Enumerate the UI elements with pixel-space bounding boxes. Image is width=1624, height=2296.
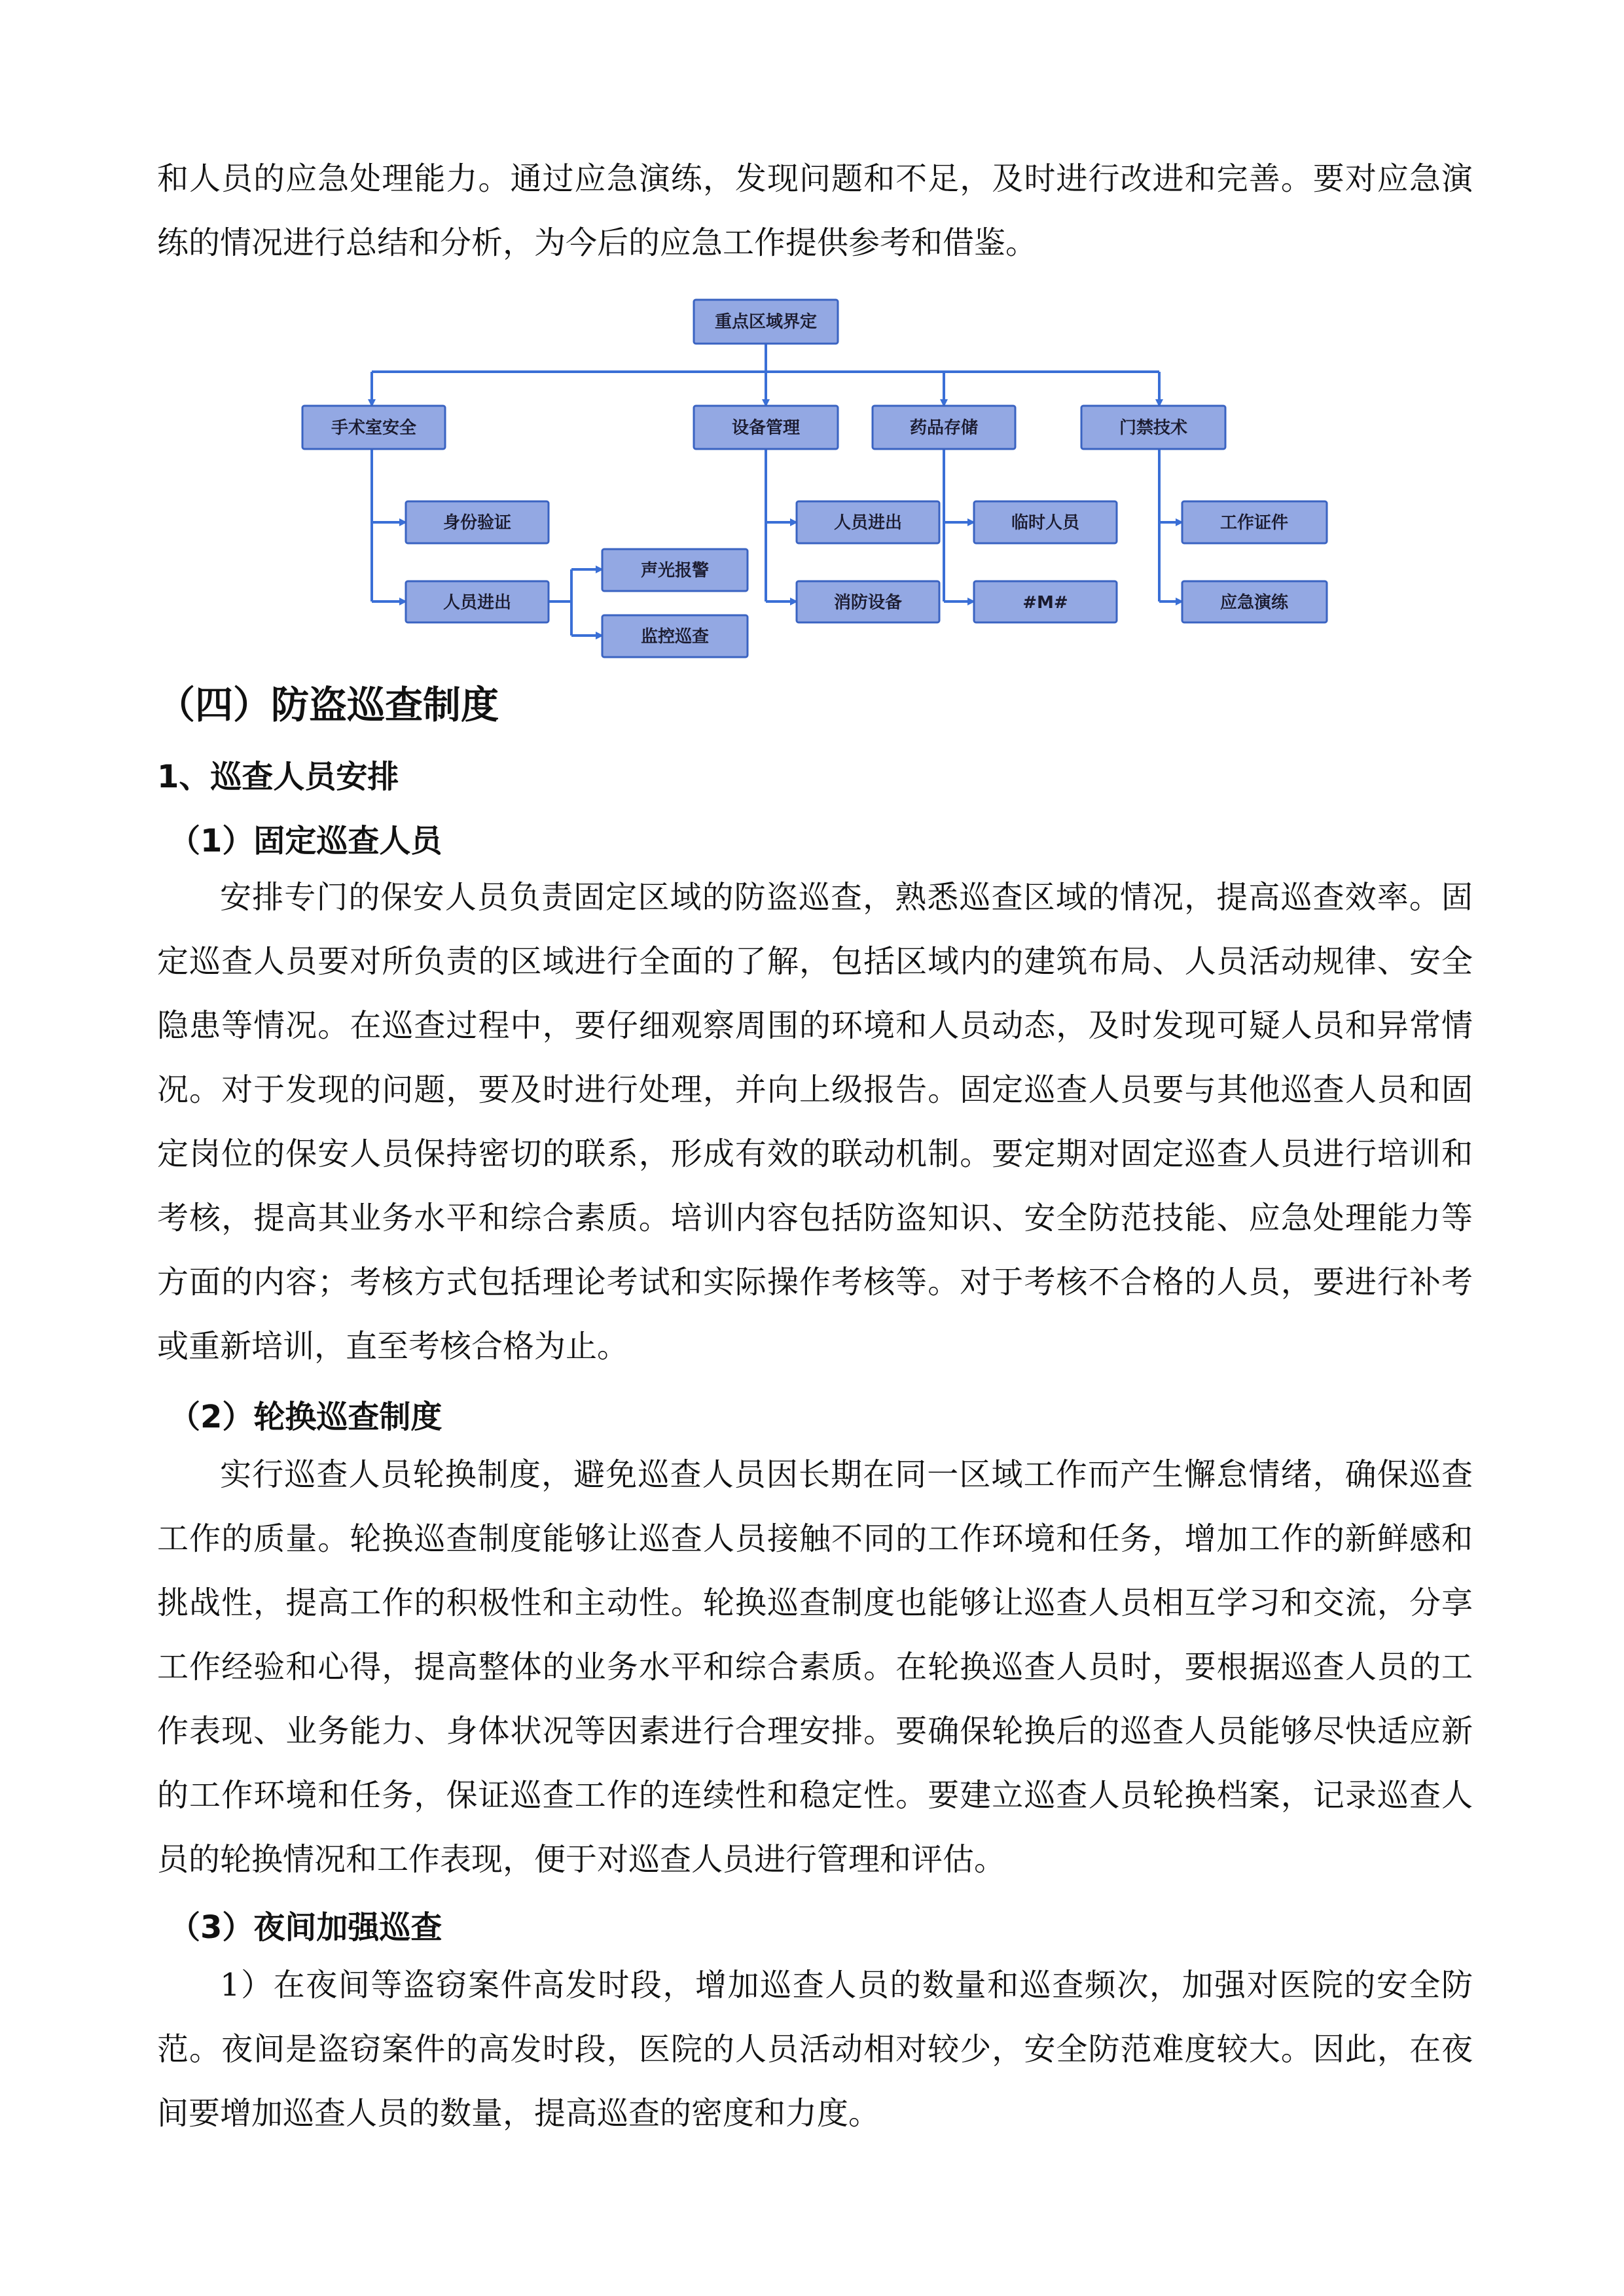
svg-text:#M#: #M# <box>1022 593 1068 613</box>
leaf-node-surgery-access <box>406 581 549 622</box>
section-title: （四）防盗巡查制度 <box>157 683 499 727</box>
leaf-node-drill <box>1182 581 1327 622</box>
item3-title: （3）夜间加强巡查 <box>169 1909 442 1946</box>
item2-paragraph: 实行巡查人员轮换制度，避免巡查人员因长期在同一区域工作而产生懈怠情绪，确保巡查工作的质量。轮换巡查制度能够让巡查人员接触不同的工作环境和任务，增加工作的新鲜感和挑战性，提高工作的积极性和主动性。轮换巡查制度也能够让巡查人员相互学习和交流，分享工作经验和心得，提高整体的业务水平和综合素质。在轮换巡查人员时，要根据巡查人员的工作表现、业务能力、身体状况等因素进行合理安排。要确保轮换后的巡查人员能够尽快适应新的工作环境和任务，保证巡查工作的连续性和稳定性。要建立巡查人员轮换档案，记录巡查人员的轮换情况和工作表现，便于对巡查人员进行管理和评估。 <box>157 1456 1473 1878</box>
leaf-node-fire-equipment <box>797 581 939 622</box>
zone-definition-diagram <box>0 0 1624 681</box>
item1-paragraph: 安排专门的保安人员负责固定区域的防盗巡查，熟悉巡查区域的情况，提高巡查效率。固定巡查人员要对所负责的区域进行全面的了解，包括区域内的建筑布局、人员活动规律、安全隐患等情况。在巡查过程中，要仔细观察周围的环境和人员动态，及时发现可疑人员和异常情况。对于发现的问题，要及时进行处理，并向上级报告。固定巡查人员要与其他巡查人员和固定岗位的保安人员保持密切的联系，形成有效的联动机制。要定期对固定巡查人员进行培训和考核，提高其业务水平和综合素质。培训内容包括防盗知识、安全防范技能、应急处理能力等方面的内容；考核方式包括理论考试和实际操作考核等。对于考核不合格的人员，要进行补考或重新培训，直至考核合格为止。 <box>157 879 1473 1365</box>
leaf-node-unknown <box>974 581 1117 622</box>
svg-text:应急演练: 应急演练 <box>1219 593 1289 613</box>
item3-paragraph: 1）在夜间等盗窃案件高发时段，增加巡查人员的数量和巡查频次，加强对医院的安全防范。夜间是盗窃案件的高发时段，医院的人员活动相对较少，安全防范难度较大。因此，在夜间要增加巡查人员的数量，提高巡查的密度和力度。 <box>157 1967 1473 2132</box>
branch-node-door <box>1081 406 1225 449</box>
svg-text:消防设备: 消防设备 <box>833 593 903 613</box>
svg-text:人员进出: 人员进出 <box>442 593 512 613</box>
leaf-node-equipment-access <box>797 501 939 543</box>
root-node <box>694 300 838 344</box>
svg-text:人员进出: 人员进出 <box>833 513 903 533</box>
svg-text:身份验证: 身份验证 <box>442 513 512 533</box>
svg-text:门禁技术: 门禁技术 <box>1119 418 1188 438</box>
subsection-title: 1、巡查人员安排 <box>157 759 399 795</box>
svg-text:手术室安全: 手术室安全 <box>331 418 417 438</box>
branch-node-surgery <box>302 406 445 449</box>
svg-text:临时人员: 临时人员 <box>1011 513 1080 533</box>
svg-text:工作证件: 工作证件 <box>1219 513 1289 533</box>
branch-node-equipment <box>694 406 838 449</box>
branch-node-drugs <box>873 406 1015 449</box>
svg-text:药品存储: 药品存储 <box>909 418 979 438</box>
leaf-node-temp-staff <box>974 501 1117 543</box>
svg-text:重点区域界定: 重点区域界定 <box>714 312 818 332</box>
item2-title: （2）轮换巡查制度 <box>169 1399 442 1435</box>
leaf-node-work-id <box>1182 501 1327 543</box>
leaf-node-alarm <box>602 549 748 591</box>
intro-paragraph: 和人员的应急处理能力。通过应急演练，发现问题和不足，及时进行改进和完善。要对应急演练的情况进行总结和分析，为今后的应急工作提供参考和借鉴。 <box>157 160 1473 261</box>
svg-text:设备管理: 设备管理 <box>731 418 801 438</box>
leaf-node-monitoring <box>602 615 748 657</box>
leaf-node-identity <box>406 501 549 543</box>
item1-title: （1）固定巡查人员 <box>169 823 442 859</box>
svg-text:监控巡查: 监控巡查 <box>640 627 710 647</box>
svg-text:声光报警: 声光报警 <box>640 561 710 581</box>
